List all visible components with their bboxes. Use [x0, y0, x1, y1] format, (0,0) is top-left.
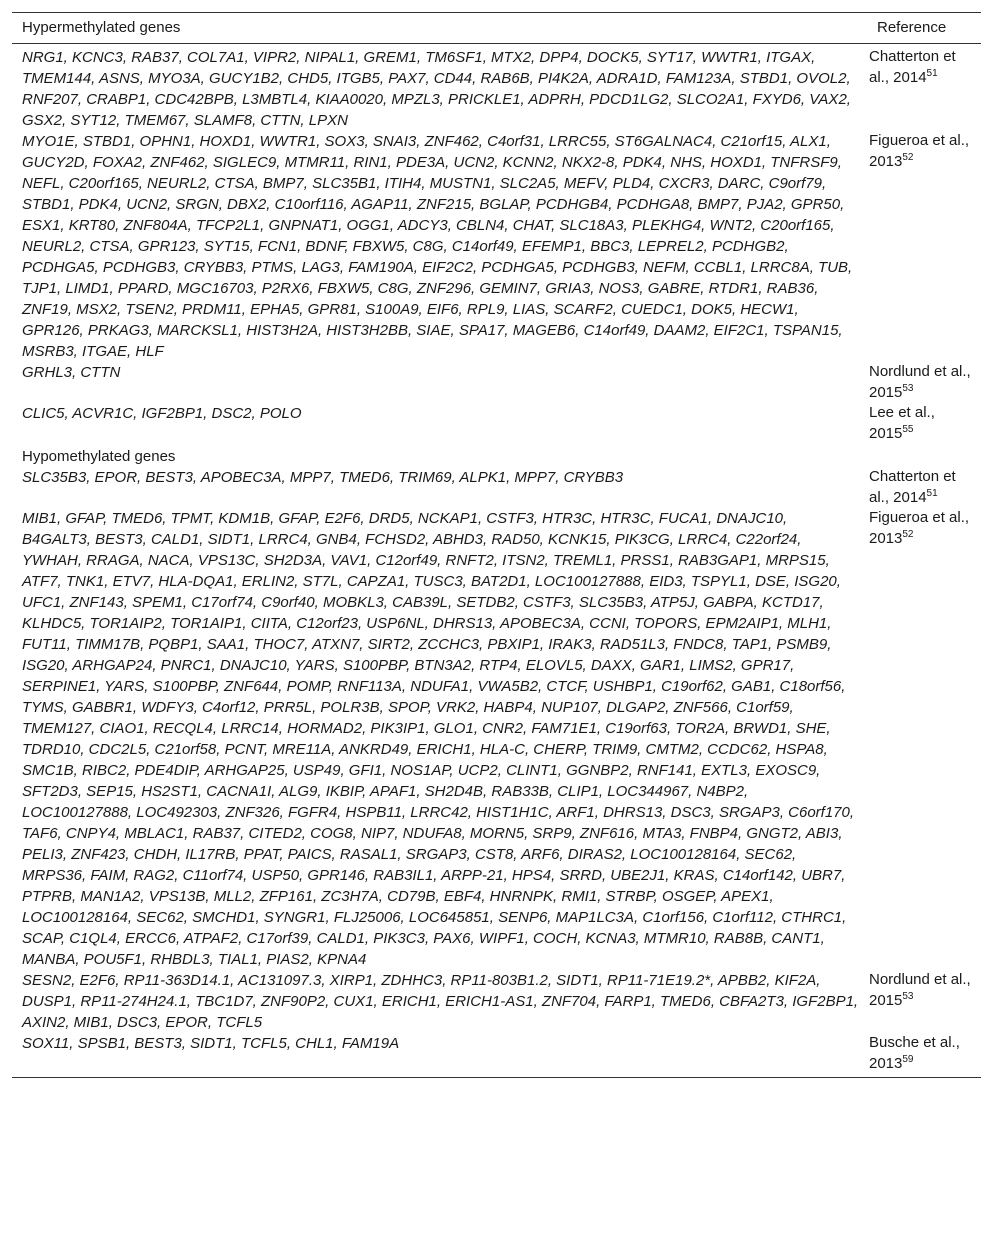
reference-superscript: 51: [926, 67, 938, 79]
table-row: [12, 508, 981, 970]
reference-superscript: 53: [902, 990, 914, 1002]
reference-superscript: 51: [926, 487, 938, 499]
gene-list: NRG1, KCNC3, RAB37, COL7A1, VIPR2, NIPAL1, GREM1, TM6SF1, MTX2, DPP4, DOCK5, SYT17, WWTR1, ITGAX, TMEM144, ASNS, MYO3A, GUCY1B2, CHD5, ITGB5, PAX7, CD44, RAB6B, PI4K2A, ADRA1D, FAM123A, STBD1, OVOL2, RNF207, CRABP1, CDC42BPB, L3MBTL4, KIAA0020, MPZL3, PRICKLE1, ADPRH, PDCD1LG2, SLCO2A1, FXYD6, VAX2, GSX2, SYT12, TMEM67, SLAMF8, CTTN, LPXN: [22, 49, 851, 129]
reference-cell: [867, 131, 981, 362]
gene-list: GRHL3, CTTN: [22, 364, 121, 381]
gene-list: SLC35B3, EPOR, BEST3, APOBEC3A, MPP7, TMED6, TRIM69, ALPK1, MPP7, CRYBB3: [22, 469, 624, 486]
gene-list: SESN2, E2F6, RP11-363D14.1, AC131097.3, XIRP1, ZDHHC3, RP11-803B1.2, SIDT1, RP11-71E19.2*, APBB2, KIF2A, DUSP1, RP11-274H24.1, TBC1D7, ZNF90P2, CUX1, ERICH1, ERICH1-AS1, ZNF704, FARP1, TMED6, CBFA2T3, IGF2BP1, AXIN2, MIB1, DSC3, EPOR, TCFL5: [22, 972, 859, 1031]
gene-list: CLIC5, ACVR1C, IGF2BP1, DSC2, POLO: [22, 405, 302, 422]
table-header-row: [12, 13, 981, 44]
reference-cell: [867, 467, 981, 508]
reference-text: Lee et al., 2015: [869, 404, 935, 442]
gene-list: MYO1E, STBD1, OPHN1, HOXD1, WWTR1, SOX3, SNAI3, ZNF462, C4orf31, LRRC55, ST6GALNAC4, C21orf15, ALX1, GUCY2D, FOXA2, ZNF462, SIGLEC9, MTMR11, RIN1, PDE3A, UCN2, KCNN2, NKX2-8, PDK4, NHS, HOXD1, TNFRSF9, NEFL, C20orf165, NEURL2, CTSA, BMP7, SLC35B1, ITIH4, MUSTN1, SLC2A5, MEFV, PLD4, CXCR3, DARC, C9orf79, STBD1, PDK4, UCN2, SRGN, DBX2, C10orf116, AGAP11, ZNF215, BGLAP, PCDHGB4, PCDHGA8, BMP7, PJA2, GPR50, ESX1, KRT80, ZNF804A, TFCP2L1, GNPNAT1, OGG1, ADCY3, CBLN4, CHAT, SLC18A3, PLEKHG4, WNT2, C20orf165, NEURL2, CTSA, GPR123, SYT15, FCN1, BDNF, FBXW5, C8G, C14orf49, EFEMP1, BBC3, LEPREL2, PCDHGB2, PCDHGA5, PCDHGB3, CRYBB3, PTMS, LAG3, FAM190A, EIF2C2, PCDHGA5, PCDHGB3, NEFM, CCBL1, LRRC8A, TUB, TJP1, LIMD1, PPARD, MGC16703, P2RX6, FBXW5, C8G, ZNF296, GEMIN7, GRIA3, NOS3, GABRE, RTDR1, RAB36, ZNF19, MSX2, TSEN2, PRDM11, EPHA5, GPR81, S100A9, EIF6, RPL9, LIAS, SCARF2, CUEDC1, DOK5, HECW1, GPR126, PRKAG3, MARCKSL1, HIST3H2A, HIST3H2BB, SIAE, SPA17, MAGEB6, C14orf49, DAAM2, EIF2C1, TSPAN15, MSRB3, ITGAE, HLF: [22, 133, 853, 360]
reference-text: Chatterton et al., 2014: [869, 468, 956, 506]
reference-text: Figueroa et al., 2013: [869, 132, 970, 170]
table-row: [12, 403, 981, 444]
table-row: [12, 131, 981, 362]
reference-superscript: 52: [902, 528, 914, 540]
table-row: [12, 467, 981, 508]
methylation-genes-table: [12, 12, 981, 1078]
reference-cell: [867, 403, 981, 444]
reference-cell: [867, 970, 981, 1033]
reference-cell: [867, 44, 981, 132]
gene-list: MIB1, GFAP, TMED6, TPMT, KDM1B, GFAP, E2F6, DRD5, NCKAP1, CSTF3, HTR3C, HTR3C, FUCA1, DNAJC10, B4GALT3, BEST3, CALD1, SIDT1, LRRC4, GNB4, FCHSD2, ABHD3, RAD50, KCNK15, PIK3CG, LRRC4, C22orf24, YWHAH, RRAGA, NACA, VPS13C, SH2D3A, VAV1, C12orf49, RNFT2, ITSN2, TREML1, PRSS1, RAB3GAP1, MRPS15, ATF7, TNK1, ETV7, HLA-DQA1, ERLIN2, ST7L, CAPZA1, TUSC3, BAT2D1, LOC100127888, EID3, TSPYL1, DSE, ISG20, UFC1, ZNF143, SPEM1, C17orf74, C9orf40, MOBKL3, CAB39L, SETDB2, CSTF3, SLC35B3, ATP5J, GABPA, KCTD17, KLHDC5, TOR1AIP2, TOR1AIP1, CIITA, C12orf23, USP6NL, DHRS13, APOBEC3A, CCNI, TOPORS, EPM2AIP1, MLH1, FUT11, TIMM17B, PQBP1, SAA1, THOC7, ATXN7, SIRT2, ZCCHC3, PBXIP1, IRAK3, RAD51L3, FNDC8, TAP1, PSMB9, ISG20, ARHGAP24, PNRC1, DNAJC10, YARS, S100PBP, BTN3A2, RTP4, ELOVL5, DAXX, GAR1, LIMS2, GPR17, SERPINE1, YARS, S100PBP, ZNF644, POMP, RNF113A, NDUFA1, VWA5B2, CTCF, USHBP1, C19orf62, GAB1, C18orf56, TYMS, GABBR1, WDFY3, C4orf12, PRR5L, POLR3B, SPOP, VRK2, HABP4, NUP107, DLGAP2, ZNF566, C1orf59, TMEM127, CIAO1, RECQL4, LRRC14, HORMAD2, PIK3IP1, GLO1, CNR2, FAM71E1, C19orf63, TOR2A, BRWD1, SHE, TDRD10, CDC2L5, C21orf58, PCNT, MRE11A, ANKRD49, ERICH1, HLA-C, CHERP, TRIM9, CMTM2, CCDC62, HSPA8, SMC1B, RIBC2, PDE4DIP, ARHGAP25, USP49, GFI1, NOS1AP, UCP2, CLINT1, GGNBP2, RNF141, EXTL3, EXOSC9, SFT2D3, SEP15, HS2ST1, CACNA1I, ALG9, IKBIP, APAF1, SH2D4B, RAB33B, CLIP1, LOC344967, N4BP2, LOC100127888, LOC492303, ZNF326, FGFR4, HSPB11, LRRC42, HIST1H1C, ARF1, DHRS13, DSC3, SRGAP3, C6orf170, TAF6, CNPY4, MBLAC1, RAB37, CITED2, COG8, NIP7, NDUFA8, MORN5, SRP9, ZNF616, MTA3, FNBP4, GNGT2, ABI3, PELI3, ZNF423, CHDH, IL17RB, PPAT, PAICS, RASAL1, SRGAP3, CST8, ARF6, DIRAS2, LOC100128164, SEC62, MRPS36, FAIM, RAG2, C11orf74, USP50, GPR146, RAB3IL1, ARPP-21, HPS4, SRRD, UBE2J1, KRAS, C14orf142, UBR7, PTPRB, MAN1A2, VPS13B, MLL2, ZFP161, ZC3H7A, CD79B, EBF4, HNRNPK, RMI1, STRBP, OSGEP, APEX1, LOC100128164, SEC62, SMCHD1, SYNGR1, FLJ25006, LOC645851, SENP6, MAP1LC3A, C1orf156, C1orf112, CTHRC1, SCAP, C1QL4, ERCC6, ATPAF2, C17orf39, CALD1, PIK3C3, PAX6, WIPF1, COCH, KCNA3, MTMR10, RAB8B, CANT1, MANBA, POU5F1, RHBDL3, TIAL1, PIAS2, KPNA4: [22, 510, 855, 968]
table-row: [12, 1033, 981, 1078]
reference-text: Nordlund et al., 2015: [869, 363, 971, 401]
gene-list: SOX11, SPSB1, BEST3, SIDT1, TCFL5, CHL1, FAM19A: [12, 1033, 867, 1078]
reference-text: Figueroa et al., 2013: [869, 509, 970, 547]
reference-text: Nordlund et al., 2015: [869, 971, 971, 1009]
reference-superscript: 55: [902, 423, 914, 435]
reference-superscript: 59: [902, 1053, 914, 1065]
reference-cell: [867, 1033, 981, 1078]
reference-superscript: 52: [902, 151, 914, 163]
section-row-hypomethylated: [12, 444, 981, 467]
table-row: [12, 970, 981, 1033]
reference-text: Busche et al., 2013: [869, 1034, 960, 1072]
table-row: [12, 44, 981, 132]
section-label: Hypomethylated genes: [22, 448, 176, 465]
reference-superscript: 53: [902, 382, 914, 394]
header-reference: Reference: [867, 13, 981, 44]
reference-cell: [867, 362, 981, 403]
header-genes: Hypermethylated genes: [12, 13, 867, 44]
reference-text: Chatterton et al., 2014: [869, 48, 956, 86]
reference-cell: [867, 508, 981, 970]
table-row: [12, 362, 981, 403]
